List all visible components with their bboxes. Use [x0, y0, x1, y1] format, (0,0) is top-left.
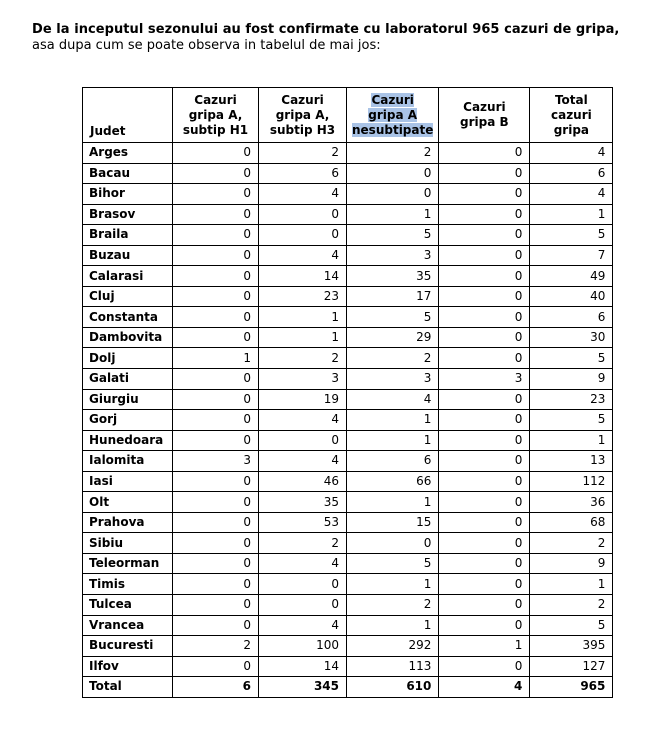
cell-h3: 23	[259, 286, 347, 307]
cell-gripa-b: 0	[439, 471, 530, 492]
cell-nesubtipate: 2	[347, 143, 439, 164]
cell-gripa-b: 0	[439, 184, 530, 205]
cell-h1: 0	[173, 553, 259, 574]
cell-total: 5	[530, 225, 613, 246]
cell-h3: 53	[259, 512, 347, 533]
cell-total: 40	[530, 286, 613, 307]
cell-nesubtipate: 2	[347, 348, 439, 369]
cell-h3: 4	[259, 410, 347, 431]
table-row	[83, 451, 613, 472]
cell-nesubtipate: 1	[347, 204, 439, 225]
table-body	[83, 143, 613, 698]
table-row	[83, 348, 613, 369]
cell-h3: 4	[259, 451, 347, 472]
cell-judet: Brasov	[83, 204, 173, 225]
table-row	[83, 595, 613, 616]
cell-total: 127	[530, 656, 613, 677]
cell-total: 23	[530, 389, 613, 410]
table-row	[83, 266, 613, 287]
cell-total: 4	[530, 184, 613, 205]
cell-judet: Giurgiu	[83, 389, 173, 410]
cell-gripa-b: 0	[439, 533, 530, 554]
cell-h1: 0	[173, 184, 259, 205]
table-row	[83, 286, 613, 307]
cell-judet: Gorj	[83, 410, 173, 431]
cell-h1: 0	[173, 327, 259, 348]
cell-h1: 1	[173, 348, 259, 369]
cell-gripa-b: 0	[439, 348, 530, 369]
cell-total: 1	[530, 574, 613, 595]
table-row	[83, 389, 613, 410]
cell-nesubtipate: 35	[347, 266, 439, 287]
cell-total: 2	[530, 533, 613, 554]
table-row	[83, 636, 613, 657]
table-row	[83, 307, 613, 328]
table-row	[83, 225, 613, 246]
cell-nesubtipate: 29	[347, 327, 439, 348]
cell-judet: Dolj	[83, 348, 173, 369]
cell-judet: Bucuresti	[83, 636, 173, 657]
cell-h3: 4	[259, 245, 347, 266]
cell-h3: 0	[259, 595, 347, 616]
cell-nesubtipate: 5	[347, 553, 439, 574]
cell-nesubtipate: 5	[347, 307, 439, 328]
cell-gripa-b: 0	[439, 492, 530, 513]
cell-h1: 0	[173, 533, 259, 554]
cell-h3: 4	[259, 184, 347, 205]
cell-judet: Arges	[83, 143, 173, 164]
cell-h1: 0	[173, 204, 259, 225]
cell-nesubtipate: 1	[347, 410, 439, 431]
cell-gripa-b: 0	[439, 656, 530, 677]
header-gripa-b: Cazuri gripa B	[439, 88, 530, 143]
cell-gripa-b: 0	[439, 204, 530, 225]
cell-h1: 0	[173, 595, 259, 616]
cell-gripa-b: 0	[439, 327, 530, 348]
flu-cases-table	[82, 87, 613, 698]
cell-h3: 0	[259, 430, 347, 451]
cell-total: 395	[530, 636, 613, 657]
cell-h3: 100	[259, 636, 347, 657]
cell-h1: 2	[173, 636, 259, 657]
cell-h3: 2	[259, 143, 347, 164]
cell-judet: Buzau	[83, 245, 173, 266]
cell-judet: Hunedoara	[83, 430, 173, 451]
header-h1: Cazuri gripa A, subtip H1	[173, 88, 259, 143]
cell-total: 49	[530, 266, 613, 287]
cell-h3: 0	[259, 225, 347, 246]
cell-total: 6	[530, 307, 613, 328]
header-judet: Judet	[83, 88, 173, 143]
cell-nesubtipate: 0	[347, 533, 439, 554]
cell-judet: Dambovita	[83, 327, 173, 348]
cell-judet: Vrancea	[83, 615, 173, 636]
cell-h3: 46	[259, 471, 347, 492]
cell-total: 965	[530, 677, 613, 698]
cell-h1: 0	[173, 286, 259, 307]
intro-bold-line: De la inceputul sezonului au fost confirmate cu laboratorul 965 cazuri de gripa,	[32, 22, 620, 37]
cell-judet: Ilfov	[83, 656, 173, 677]
cell-h1: 0	[173, 512, 259, 533]
cell-judet: Total	[83, 677, 173, 698]
cell-judet: Bihor	[83, 184, 173, 205]
cell-h3: 2	[259, 348, 347, 369]
cell-h3: 14	[259, 656, 347, 677]
cell-judet: Teleorman	[83, 553, 173, 574]
cell-nesubtipate: 113	[347, 656, 439, 677]
header-nesubtipate-highlight: Cazuri gripa A nesubtipate	[352, 92, 434, 137]
cell-total: 1	[530, 430, 613, 451]
cell-h3: 1	[259, 307, 347, 328]
cell-gripa-b: 0	[439, 307, 530, 328]
table-row	[83, 615, 613, 636]
cell-nesubtipate: 1	[347, 430, 439, 451]
table-row	[83, 471, 613, 492]
cell-judet: Bacau	[83, 163, 173, 184]
header-total: Total cazuri gripa	[530, 88, 613, 143]
header-h3: Cazuri gripa A, subtip H3	[259, 88, 347, 143]
cell-judet: Olt	[83, 492, 173, 513]
cell-h1: 0	[173, 307, 259, 328]
cell-total: 9	[530, 369, 613, 390]
table-row	[83, 574, 613, 595]
cell-h1: 0	[173, 471, 259, 492]
cell-gripa-b: 0	[439, 225, 530, 246]
cell-total: 68	[530, 512, 613, 533]
cell-gripa-b: 1	[439, 636, 530, 657]
table-row	[83, 204, 613, 225]
cell-total: 112	[530, 471, 613, 492]
cell-total: 13	[530, 451, 613, 472]
cell-gripa-b: 0	[439, 451, 530, 472]
cell-h1: 0	[173, 369, 259, 390]
header-nesubtipate	[347, 88, 439, 143]
cell-total: 7	[530, 245, 613, 266]
cell-gripa-b: 0	[439, 266, 530, 287]
cell-h3: 35	[259, 492, 347, 513]
cell-judet: Galati	[83, 369, 173, 390]
cell-h3: 4	[259, 615, 347, 636]
cell-gripa-b: 3	[439, 369, 530, 390]
table-row	[83, 184, 613, 205]
table-row	[83, 492, 613, 513]
cell-gripa-b: 0	[439, 245, 530, 266]
cell-nesubtipate: 3	[347, 369, 439, 390]
cell-total: 4	[530, 143, 613, 164]
table-row	[83, 245, 613, 266]
cell-h1: 0	[173, 410, 259, 431]
cell-nesubtipate: 3	[347, 245, 439, 266]
cell-nesubtipate: 0	[347, 163, 439, 184]
cell-total: 5	[530, 615, 613, 636]
cell-judet: Constanta	[83, 307, 173, 328]
cell-nesubtipate: 610	[347, 677, 439, 698]
cell-total: 36	[530, 492, 613, 513]
cell-gripa-b: 0	[439, 286, 530, 307]
cell-nesubtipate: 17	[347, 286, 439, 307]
cell-h3: 2	[259, 533, 347, 554]
cell-nesubtipate: 1	[347, 492, 439, 513]
cell-gripa-b: 0	[439, 143, 530, 164]
cell-gripa-b: 0	[439, 430, 530, 451]
table-row	[83, 512, 613, 533]
cell-h3: 19	[259, 389, 347, 410]
cell-nesubtipate: 2	[347, 595, 439, 616]
cell-gripa-b: 0	[439, 574, 530, 595]
cell-gripa-b: 4	[439, 677, 530, 698]
cell-h3: 14	[259, 266, 347, 287]
cell-h1: 3	[173, 451, 259, 472]
cell-judet: Prahova	[83, 512, 173, 533]
cell-total: 6	[530, 163, 613, 184]
cell-h3: 345	[259, 677, 347, 698]
cell-judet: Ialomita	[83, 451, 173, 472]
cell-h3: 0	[259, 574, 347, 595]
cell-judet: Timis	[83, 574, 173, 595]
cell-nesubtipate: 292	[347, 636, 439, 657]
table-row	[83, 533, 613, 554]
total-row	[83, 677, 613, 698]
cell-judet: Iasi	[83, 471, 173, 492]
cell-judet: Cluj	[83, 286, 173, 307]
cell-h1: 0	[173, 656, 259, 677]
cell-h1: 0	[173, 163, 259, 184]
cell-total: 9	[530, 553, 613, 574]
cell-h1: 6	[173, 677, 259, 698]
cell-total: 2	[530, 595, 613, 616]
cell-h1: 0	[173, 143, 259, 164]
cell-gripa-b: 0	[439, 389, 530, 410]
cell-nesubtipate: 5	[347, 225, 439, 246]
cell-total: 5	[530, 348, 613, 369]
cell-gripa-b: 0	[439, 410, 530, 431]
cell-gripa-b: 0	[439, 615, 530, 636]
cell-judet: Tulcea	[83, 595, 173, 616]
cell-gripa-b: 0	[439, 595, 530, 616]
cell-nesubtipate: 1	[347, 615, 439, 636]
cell-h1: 0	[173, 492, 259, 513]
cell-h1: 0	[173, 245, 259, 266]
cell-h1: 0	[173, 574, 259, 595]
table-row	[83, 143, 613, 164]
cell-gripa-b: 0	[439, 163, 530, 184]
cell-nesubtipate: 0	[347, 184, 439, 205]
cell-h3: 0	[259, 204, 347, 225]
cell-gripa-b: 0	[439, 553, 530, 574]
cell-judet: Calarasi	[83, 266, 173, 287]
table-row	[83, 656, 613, 677]
cell-nesubtipate: 1	[347, 574, 439, 595]
cell-total: 30	[530, 327, 613, 348]
cell-h3: 6	[259, 163, 347, 184]
table-row	[83, 369, 613, 390]
cell-nesubtipate: 66	[347, 471, 439, 492]
cell-h1: 0	[173, 430, 259, 451]
cell-gripa-b: 0	[439, 512, 530, 533]
cell-h1: 0	[173, 225, 259, 246]
cell-h3: 1	[259, 327, 347, 348]
header-row	[83, 88, 613, 143]
table-row	[83, 410, 613, 431]
cell-nesubtipate: 15	[347, 512, 439, 533]
cell-nesubtipate: 4	[347, 389, 439, 410]
intro-paragraph	[32, 22, 668, 54]
table-row	[83, 327, 613, 348]
cell-h1: 0	[173, 266, 259, 287]
cell-h3: 3	[259, 369, 347, 390]
cell-h1: 0	[173, 615, 259, 636]
table-row	[83, 430, 613, 451]
table-row	[83, 553, 613, 574]
cell-judet: Braila	[83, 225, 173, 246]
cell-total: 1	[530, 204, 613, 225]
cell-total: 5	[530, 410, 613, 431]
cell-judet: Sibiu	[83, 533, 173, 554]
cell-h3: 4	[259, 553, 347, 574]
cell-nesubtipate: 6	[347, 451, 439, 472]
intro-normal-line: asa dupa cum se poate observa in tabelul de mai jos:	[32, 38, 381, 53]
table-row	[83, 163, 613, 184]
cell-h1: 0	[173, 389, 259, 410]
